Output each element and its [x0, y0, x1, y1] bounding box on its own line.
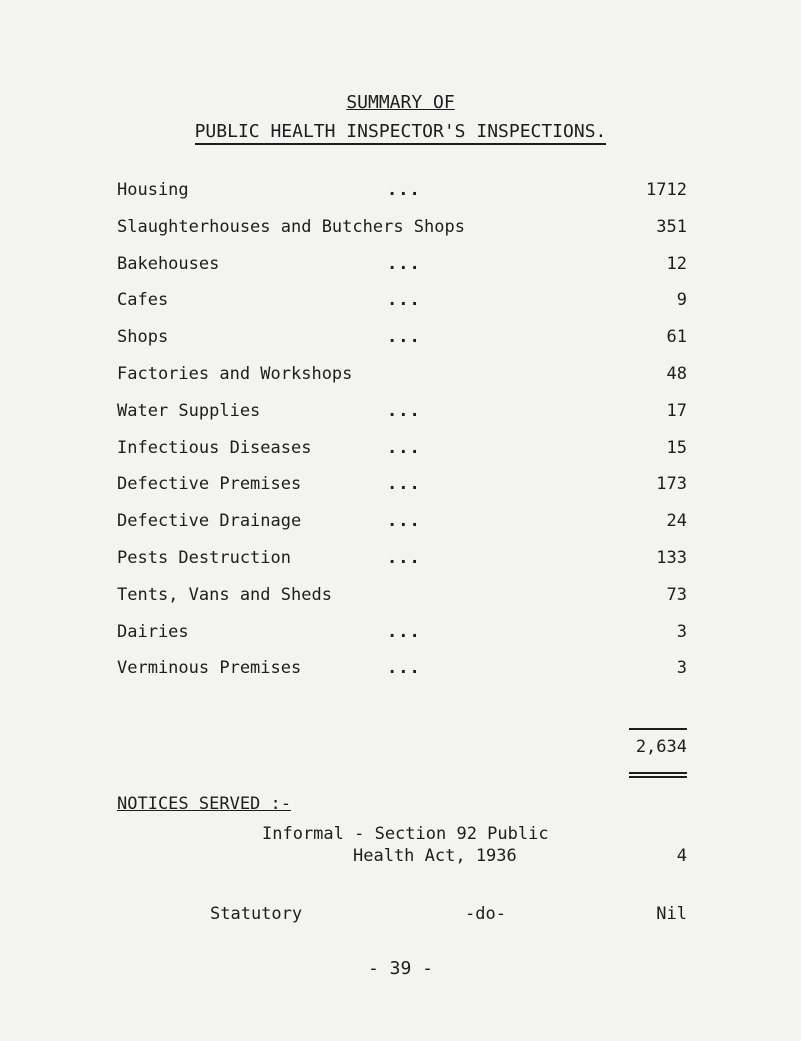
inspection-label: Defective Premises [117, 474, 302, 495]
leader-dots: ... [387, 511, 421, 532]
inspection-total: 2,634 [635, 737, 687, 757]
inspection-label: Pests Destruction [117, 548, 291, 568]
inspection-label: Housing [117, 180, 189, 200]
inspection-label: Bakehouses [117, 253, 220, 274]
inspection-count: 351 [656, 216, 687, 237]
inspection-count: 17 [666, 400, 687, 421]
total-rule-bottom-1 [629, 772, 687, 774]
inspection-row [117, 619, 687, 645]
inspection-count: 133 [656, 548, 687, 568]
inspection-row [117, 655, 687, 681]
statutory-notice-value: Nil [656, 904, 687, 924]
inspection-count: 12 [666, 253, 687, 274]
inspection-row [117, 361, 687, 387]
inspection-label: Water Supplies [117, 400, 261, 421]
inspection-count: 9 [676, 290, 687, 311]
inspection-row [117, 177, 687, 203]
inspection-label: Defective Drainage [117, 511, 302, 532]
page-number: - 39 - [367, 958, 434, 979]
leader-dots: ... [387, 658, 421, 679]
inspection-count: 3 [676, 621, 687, 642]
total-rule-top [629, 728, 687, 730]
leader-dots: ... [387, 548, 421, 568]
inspection-row [117, 582, 687, 608]
inspection-label: Tents, Vans and Sheds [117, 584, 332, 605]
inspection-label: Infectious Diseases [117, 437, 312, 458]
inspection-count: 1712 [646, 180, 687, 200]
statutory-notice-ditto: -do- [465, 904, 506, 924]
leader-dots: ... [387, 253, 421, 274]
inspection-row [117, 435, 687, 461]
inspection-row [117, 471, 687, 497]
inspections-heading: PUBLIC HEALTH INSPECTOR'S INSPECTIONS. [0, 121, 801, 142]
informal-notice-label-cont: Health Act, 1936 [353, 846, 517, 866]
inspection-label: Slaughterhouses and Butchers Shops [117, 216, 465, 237]
leader-dots: ... [387, 180, 421, 200]
leader-dots: ... [387, 290, 421, 311]
inspection-count: 173 [656, 474, 687, 495]
leader-dots: ... [387, 400, 421, 421]
inspection-label: Dairies [117, 621, 189, 642]
inspection-count: 73 [666, 584, 687, 605]
inspection-row [117, 214, 687, 240]
informal-notice-value: 4 [676, 846, 687, 866]
inspection-count: 24 [666, 511, 687, 532]
summary-heading: SUMMARY OF [346, 92, 455, 113]
inspection-label: Shops [117, 327, 169, 348]
inspection-label: Factories and Workshops [117, 364, 353, 384]
inspection-row [117, 508, 687, 534]
inspection-row [117, 287, 687, 313]
leader-dots: ... [387, 621, 421, 642]
notices-heading: NOTICES SERVED :- [117, 794, 291, 814]
informal-notice-label: Informal - Section 92 Public [262, 824, 549, 844]
leader-dots: ... [387, 474, 421, 495]
inspection-count: 48 [666, 364, 687, 384]
inspection-count: 61 [666, 327, 687, 348]
total-rule-bottom-2 [629, 776, 687, 778]
inspection-count: 15 [666, 437, 687, 458]
inspection-row [117, 251, 687, 277]
inspection-row [117, 324, 687, 350]
leader-dots: ... [387, 437, 421, 458]
inspection-label: Cafes [117, 290, 169, 311]
statutory-notice-label: Statutory [210, 904, 303, 924]
inspection-count: 3 [676, 658, 687, 679]
leader-dots: ... [387, 327, 421, 348]
inspection-label: Verminous Premises [117, 658, 302, 679]
inspection-row [117, 398, 687, 424]
inspection-row [117, 545, 687, 571]
